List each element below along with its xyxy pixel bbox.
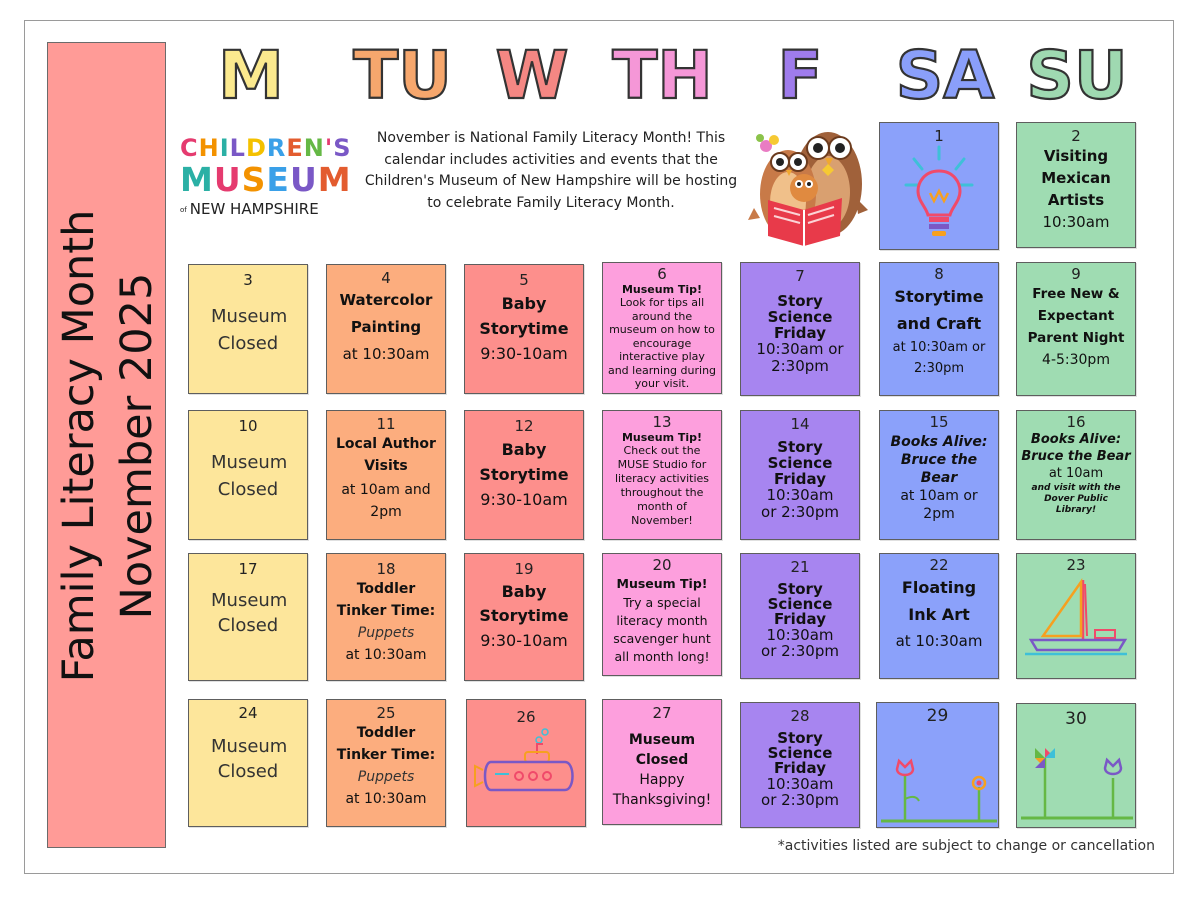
calendar-day-7 — [740, 262, 860, 396]
event-time: at 10:30am — [342, 345, 430, 363]
day-header-tuesday: TU — [353, 37, 452, 114]
event-time: 9:30-10am — [480, 490, 568, 509]
event-title: Story Science Friday — [767, 729, 833, 777]
disclaimer-footer: *activities listed are subject to change or cancellation — [777, 838, 1155, 854]
logo-word-museum: MUSEUM — [180, 160, 352, 199]
event-text: Try a special literacy month scavenger hunt all month long! — [613, 595, 711, 664]
calendar-day-29 — [876, 702, 999, 828]
calendar-day-8 — [879, 262, 999, 396]
event-title: Books Alive: Bruce the Bear — [1021, 432, 1131, 464]
event-time: at 10am or 2pm — [900, 488, 978, 522]
day-header-friday: F — [777, 37, 823, 114]
event-title: Books Alive: Bruce the Bear — [890, 434, 988, 486]
owls-reading-book-icon — [746, 118, 872, 248]
sidebar-banner — [47, 42, 166, 848]
day-number: 6 — [657, 265, 667, 283]
calendar-day-25 — [326, 699, 446, 827]
event-text: Happy Thanksgiving! — [612, 772, 712, 808]
calendar-day-5 — [464, 264, 584, 394]
calendar-day-6 — [602, 262, 722, 394]
logo-location: of NEW HAMPSHIRE — [180, 200, 319, 218]
calendar-day-10 — [188, 410, 308, 540]
day-number: 13 — [652, 413, 672, 431]
submarine-icon — [471, 726, 581, 816]
calendar-day-17 — [188, 553, 308, 681]
calendar-day-9 — [1016, 262, 1136, 396]
day-number: 4 — [381, 269, 391, 287]
event-text: Look for tips all around the museum on how to encourage interactive play and learning during your visit. — [607, 296, 717, 390]
calendar-day-27 — [602, 699, 722, 825]
sidebar-line1: Family Literacy Month — [54, 209, 104, 683]
event-time: 10:30am or 2:30pm — [761, 486, 839, 521]
calendar-day-12 — [464, 410, 584, 540]
day-number: 1 — [934, 127, 944, 145]
day-number: 19 — [514, 560, 534, 578]
calendar-day-14 — [740, 410, 860, 540]
calendar-day-4 — [326, 264, 446, 394]
museum-logo — [180, 134, 352, 224]
day-number: 15 — [929, 413, 949, 431]
day-header-saturday: SA — [895, 37, 995, 114]
event-time: 9:30-10am — [480, 344, 568, 363]
event-time: at 10am and 2pm — [341, 482, 431, 520]
pinwheel-flowers-icon — [1017, 728, 1136, 823]
event-title: Story Science Friday — [767, 292, 833, 342]
sailboat-icon — [1021, 574, 1131, 664]
day-number: 23 — [1066, 556, 1086, 574]
calendar-day-28 — [740, 702, 860, 828]
event-title: Free New & Expectant Parent Night — [1027, 286, 1125, 346]
day-number: 30 — [1065, 709, 1087, 729]
event-time: 10:30am or 2:30pm — [761, 626, 839, 660]
day-number: 7 — [795, 267, 805, 285]
day-number: 27 — [652, 704, 672, 722]
calendar-day-20 — [602, 553, 722, 676]
event-title: Toddler Tinker Time: — [336, 725, 436, 763]
calendar-day-3 — [188, 264, 308, 394]
day-number: 28 — [790, 707, 810, 725]
day-number: 18 — [376, 560, 396, 578]
calendar-day-18 — [326, 553, 446, 681]
event-title: Baby Storytime — [479, 294, 569, 338]
event-title: Story Science Friday — [767, 580, 833, 628]
event-title: Baby Storytime — [479, 440, 569, 484]
day-number: 14 — [790, 415, 810, 433]
event-time: 10:30am — [1042, 213, 1110, 231]
event-time: at 10:30am — [895, 632, 983, 650]
event-title: Storytime and Craft — [894, 287, 984, 333]
calendar-day-30 — [1016, 703, 1136, 828]
calendar-day-21 — [740, 553, 860, 679]
day-number: 21 — [790, 558, 810, 576]
calendar-day-19 — [464, 553, 584, 681]
event-time: 4-5:30pm — [1042, 352, 1110, 368]
calendar-day-24 — [188, 699, 308, 827]
day-number: 11 — [376, 415, 396, 433]
event-time: 10:30am or 2:30pm — [761, 775, 839, 809]
event-title: Watercolor Painting — [339, 291, 433, 336]
event-text: Museum Closed — [211, 306, 288, 354]
day-number: 10 — [238, 417, 258, 435]
day-number: 22 — [929, 556, 949, 574]
calendar-day-16 — [1016, 410, 1136, 540]
event-title: Floating Ink Art — [901, 578, 977, 624]
calendar-day-11 — [326, 410, 446, 540]
calendar-day-22 — [879, 553, 999, 679]
sidebar-line2: November 2025 — [112, 272, 162, 620]
event-subtitle: Puppets — [357, 625, 415, 641]
sidebar-title — [50, 56, 166, 836]
day-header-sunday: SU — [1026, 37, 1128, 114]
event-text: Museum Closed — [211, 736, 288, 782]
calendar-day-15 — [879, 410, 999, 540]
day-number: 5 — [519, 271, 529, 289]
event-note: and visit with the Dover Public Library! — [1031, 483, 1121, 515]
day-number: 24 — [238, 704, 258, 722]
event-subtitle: Puppets — [357, 769, 415, 785]
flowers-icon — [877, 725, 999, 825]
calendar-day-26 — [466, 699, 586, 827]
event-title: Museum Closed — [628, 732, 696, 768]
day-number: 20 — [652, 556, 672, 574]
day-number: 25 — [376, 704, 396, 722]
event-time: at 10am — [1048, 466, 1104, 481]
day-number: 12 — [514, 417, 534, 435]
calendar-day-13 — [602, 410, 722, 540]
event-title: Museum Tip! — [621, 431, 703, 444]
day-header-monday: M — [218, 37, 284, 114]
event-title: Toddler Tinker Time: — [336, 581, 436, 619]
event-time: 9:30-10am — [480, 631, 568, 650]
logo-word-childrens: CHILDREN'S — [180, 134, 352, 162]
day-number: 29 — [926, 706, 949, 726]
event-time: at 10:30am — [345, 647, 427, 663]
day-number: 2 — [1071, 127, 1081, 145]
event-title: Museum Tip! — [616, 576, 708, 591]
calendar-day-1 — [879, 122, 999, 250]
day-header-wednesday: W — [495, 37, 569, 114]
calendar-day-23 — [1016, 553, 1136, 679]
event-time: at 10:30am or 2:30pm — [892, 340, 986, 376]
event-time: 10:30am or 2:30pm — [756, 340, 844, 375]
event-title: Visiting Mexican Artists — [1041, 147, 1111, 209]
day-number: 8 — [934, 265, 944, 283]
event-time: at 10:30am — [345, 791, 427, 807]
event-title: Museum Tip! — [621, 283, 703, 296]
event-text: Museum Closed — [211, 590, 288, 636]
lightbulb-icon — [904, 145, 974, 245]
event-text: Check out the MUSE Studio for literacy activities throughout the month of November! — [614, 444, 710, 527]
event-text: Museum Closed — [211, 452, 288, 500]
day-number: 16 — [1066, 413, 1086, 431]
day-number: 17 — [238, 560, 258, 578]
event-title: Local Author Visits — [336, 436, 436, 474]
calendar-day-2 — [1016, 122, 1136, 248]
event-title: Baby Storytime — [479, 582, 569, 625]
event-title: Story Science Friday — [767, 438, 833, 488]
intro-text: November is National Family Literacy Month! This calendar includes activities and events that the Children's Museum of New Hampshire will be hosting to celebrate Family Literacy Month. — [364, 130, 738, 211]
day-number: 3 — [243, 271, 253, 289]
day-number: 9 — [1071, 265, 1081, 283]
day-header-thursday: TH — [612, 37, 713, 114]
day-number: 26 — [516, 708, 536, 726]
